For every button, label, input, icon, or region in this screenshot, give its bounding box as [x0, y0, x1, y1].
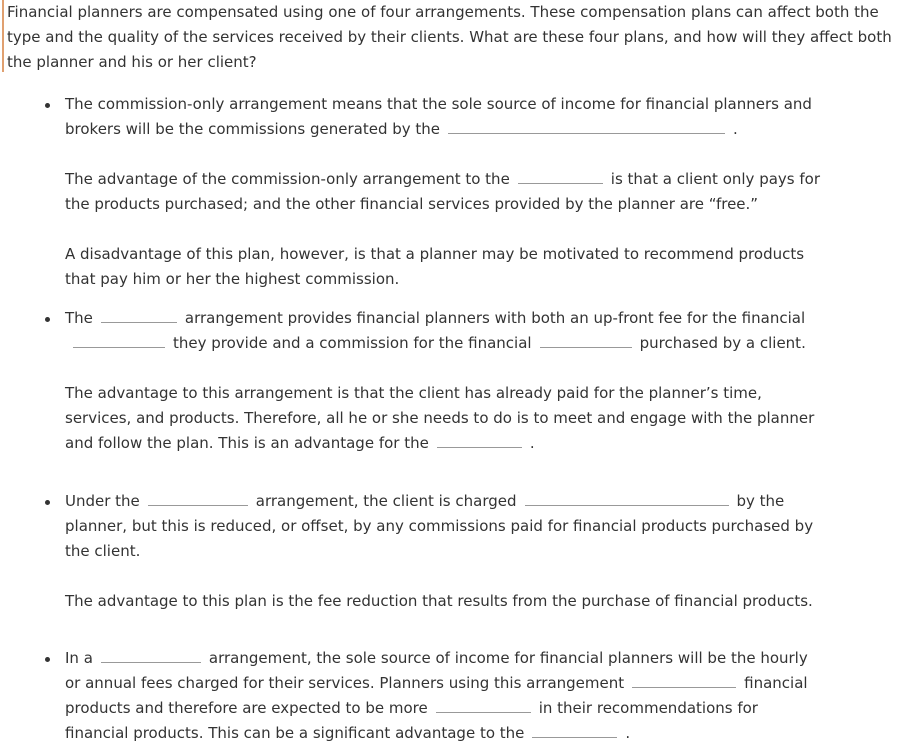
- text-segment: The commission-only arrangement means that the sole source of income for financial planners and brokers will be the commissions generated by the: [65, 95, 812, 138]
- fee-only-paragraph-1: [65, 646, 825, 746]
- text-segment: they provide and a commission for the financial: [173, 334, 532, 352]
- text-segment: The advantage to this arrangement is that the client has already paid for the planner’s time, services, and products. Therefore, all he or she needs to do is to meet and engage with the planner and follow the plan. This is an advantage for the: [65, 384, 815, 452]
- paragraph-gap: [65, 217, 906, 242]
- commission-only-paragraph-2: [65, 167, 825, 217]
- fee-offset-item: [0, 489, 906, 646]
- blank-recommendation-quality-input[interactable]: [436, 696, 531, 713]
- fee-and-commission-paragraph-1: [65, 306, 825, 356]
- blank-financial-products-input[interactable]: [540, 331, 632, 348]
- bullet-dot-icon: [45, 103, 50, 108]
- blank-charged-fee-input[interactable]: [525, 489, 729, 506]
- text-segment: purchased by a client.: [639, 334, 806, 352]
- bullet-dot-icon: [45, 317, 50, 322]
- commission-only-item: [0, 92, 906, 306]
- fee-offset-paragraph-2: The advantage to this plan is the fee reduction that results from the purchase of financial products.: [65, 592, 813, 610]
- bullet-dot-icon: [45, 500, 50, 505]
- text-segment: Under the: [65, 492, 140, 510]
- fee-only-item: [0, 646, 906, 746]
- commission-only-paragraph-1: [65, 92, 825, 142]
- blank-planner-action-input[interactable]: [632, 671, 736, 688]
- text-segment: by the planner, but this is reduced, or offset, by any commissions paid for financial products purchased by the client.: [65, 492, 814, 560]
- question-intro: [2, 0, 902, 72]
- intro-text: Financial planners are compensated using one of four arrangements. These compensation plans can affect both the type and the quality of the services received by their clients. What are these four plans, and how will they affect both the planner and his or her client?: [7, 3, 892, 71]
- text-segment: In a: [65, 649, 93, 667]
- fee-offset-paragraph-1: [65, 489, 825, 564]
- text-segment: arrangement, the client is charged: [255, 492, 517, 510]
- text-segment: .: [625, 724, 631, 742]
- text-segment: arrangement, the sole source of income for financial planners will be the hourly or annual fees charged for their services. Planners using this arrangement: [65, 649, 808, 692]
- blank-fee-only-advantage-input[interactable]: [532, 721, 617, 738]
- text-segment: The: [65, 309, 93, 327]
- text-segment: .: [733, 120, 738, 138]
- blank-commission-advantage-input[interactable]: [518, 167, 603, 184]
- fee-and-commission-item: [0, 306, 906, 489]
- text-segment: in their recommendations for financial products. This can be a significant advantage to the: [65, 699, 758, 742]
- bullet-dot-icon: [45, 657, 50, 662]
- blank-commission-source-input[interactable]: [448, 117, 725, 134]
- fee-and-commission-paragraph-2: [65, 381, 825, 456]
- text-segment: .: [529, 434, 535, 452]
- paragraph-gap: [65, 142, 906, 167]
- text-segment: The advantage of the commission-only arrangement to the: [65, 170, 510, 188]
- blank-advantage-party-input[interactable]: [437, 431, 522, 448]
- blank-financial-services-input[interactable]: [73, 331, 165, 348]
- plans-list: [0, 92, 906, 746]
- paragraph-gap: [65, 356, 906, 381]
- paragraph-gap: [65, 564, 906, 589]
- text-segment: financial products and therefore are expected to be more: [65, 674, 808, 717]
- text-segment: arrangement provides financial planners with both an up-front fee for the financial: [184, 309, 806, 327]
- commission-only-paragraph-3: A disadvantage of this plan, however, is that a planner may be motivated to recommend products that pay him or her the highest commission.: [65, 245, 805, 288]
- blank-offset-arrangement-input[interactable]: [148, 489, 248, 506]
- blank-fee-only-arrangement-input[interactable]: [101, 646, 201, 663]
- text-segment: is that a client only pays for the products purchased; and the other financial services provided by the planner are “free.”: [65, 170, 820, 213]
- blank-arrangement-name-input[interactable]: [101, 306, 177, 323]
